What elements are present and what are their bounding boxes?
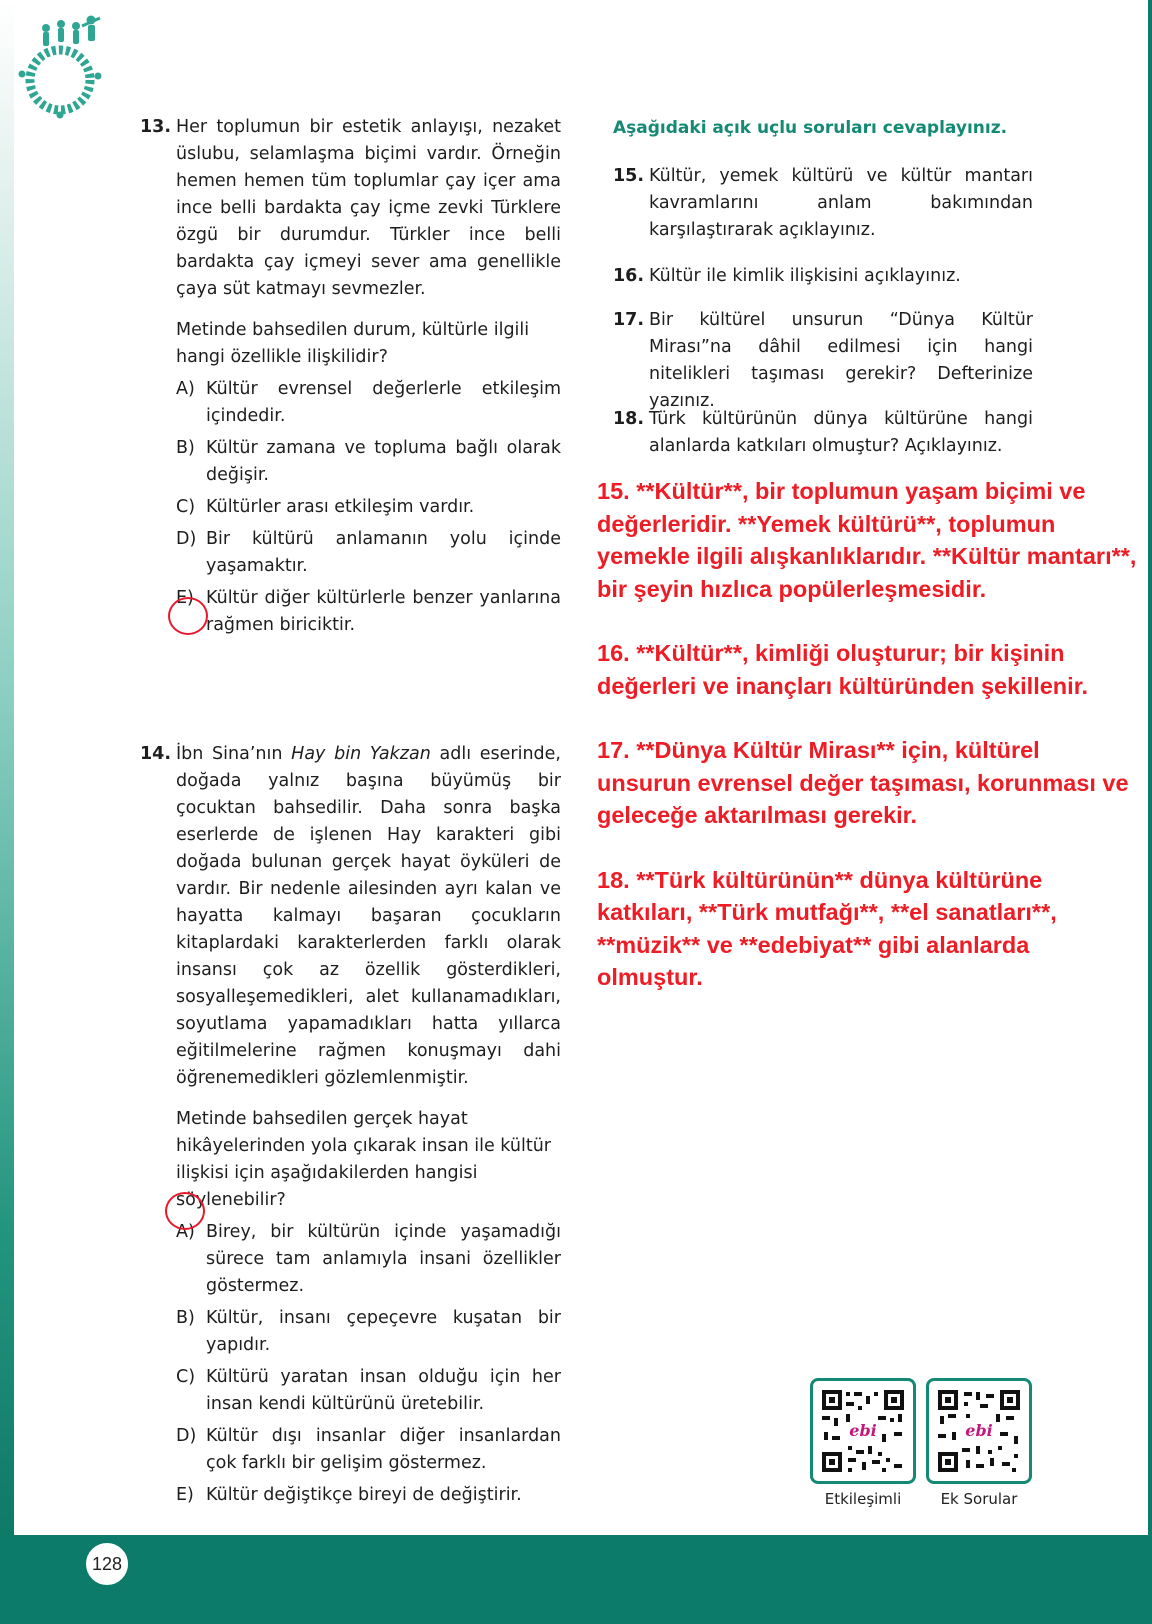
answer-18: 18. **Türk kültürünün** dünya kültürüne katkıları, **Türk mutfağı**, **el sanatları**, **müzik** ve **edebiyat** gibi alanlarda olmuştur. — [597, 866, 1057, 990]
answer-circle-mark — [165, 1192, 205, 1230]
option-e[interactable]: E) Kültür değiştikçe bireyi de değiştirir. — [176, 1485, 522, 1505]
option-b[interactable]: B) Kültür, insanı çepeçevre kuşatan bir yapıdır. — [176, 1308, 561, 1355]
option-e[interactable]: E) Kültür diğer kültürlerle benzer yanlarına rağmen biriciktir. — [176, 588, 561, 635]
qr-label-extra-questions: Ek Sorular — [940, 1490, 1018, 1508]
people-circle-logo — [16, 14, 108, 122]
question-17: 17. Bir kültürel unsurun “Dünya Kültür Mirası”na dâhil edilmesi için hangi nitelikleri taşıması gerekir? Defterinize yazınız. — [613, 310, 1033, 411]
option-d[interactable]: D) Kültür dışı insanlar diğer insanlardan çok farklı bir gelişim göstermez. — [176, 1426, 561, 1473]
question-16: 16. Kültür ile kimlik ilişkisini açıklayınız. — [613, 266, 961, 286]
handwritten-answers — [597, 475, 1137, 1026]
footer-band — [0, 1535, 1152, 1624]
answer-15: 15. **Kültür**, bir toplumun yaşam biçimi ve değerleridir. **Yemek kültürü**, toplumun yemekle ilgili alışkanlıklarıdır. **Kültür mantarı**, bir şeyin hızlıca popülerleşmesidir. — [597, 478, 1137, 602]
page-number: 128 — [84, 1541, 130, 1587]
section-heading: Aşağıdaki açık uçlu soruları cevaplayınız. — [613, 118, 1008, 138]
question-number: 14. — [140, 744, 172, 764]
answer-16: 16. **Kültür**, kimliği oluşturur; bir kişinin değerleri ve inançları kültüründen şekillenir. — [597, 640, 1089, 699]
answer-17: 17. **Dünya Kültür Mirası** için, kültürel unsurun evrensel değer taşıması, korunması ve geleceğe aktarılması gerekir. — [597, 737, 1129, 828]
right-edge-strip — [1148, 0, 1152, 1535]
qr-code-interactive[interactable] — [810, 1378, 916, 1484]
qr-pattern-icon — [820, 1388, 906, 1474]
option-b[interactable]: B) Kültür zamana ve topluma bağlı olarak değişir. — [176, 438, 561, 485]
option-d[interactable]: D) Bir kültürü anlamanın yolu içinde yaşamaktır. — [176, 529, 561, 576]
qr-pattern-icon — [936, 1388, 1022, 1474]
book-title: Hay bin Yakzan — [291, 744, 431, 764]
option-a[interactable]: A) Kültür evrensel değerlerle etkileşim içindedir. — [176, 379, 561, 426]
option-c[interactable]: C) Kültürü yaratan insan olduğu için her insan kendi kültürünü üretebilir. — [176, 1367, 561, 1414]
option-a[interactable]: A) Birey, bir kültürün içinde yaşamadığı sürece tam anlamıyla insani özellikler göstermez. — [176, 1222, 561, 1296]
question-15: 15. Kültür, yemek kültürü ve kültür mantarı kavramlarını anlam bakımından karşılaştırarak açıklayınız. — [613, 166, 1033, 240]
answer-circle-mark — [168, 597, 208, 635]
question-number: 13. — [140, 117, 172, 137]
question-body: Her toplumun bir estetik anlayışı, nezaket üslubu, selamlaşma biçimi vardır. Örneğin hemen hemen tüm toplumlar çay içer ama ince belli bardakta çay içme zevki Türklere özgü bir durumdur. Türkler ince belli bardakta çay içmeyi sever ama genellikle çaya süt katmayı sevmezler. — [176, 117, 561, 299]
qr-label-interactive: Etkileşimli — [824, 1490, 902, 1508]
question-14 — [140, 741, 561, 1509]
question-18: 18. Türk kültürünün dünya kültürüne hangi alanlarda katkıları olmuştur? Açıklayınız. — [613, 409, 1033, 456]
question-stem: Metinde bahsedilen durum, kültürle ilgili hangi özellikle ilişkilidir? — [176, 320, 530, 367]
ebi-brand: ebi — [849, 1421, 877, 1440]
question-13 — [140, 114, 561, 639]
left-gradient-strip — [0, 0, 14, 1535]
question-body: İbn Sina’nın Hay bin Yakzan adlı eserinde, doğada yalnız başına büyümüş bir çocuktan bahsedilir. Daha sonra başka eserlerde de işlenen Hay karakteri gibi doğada bulunan gerçek hayat öyküleri de vardır. Bir nedenle ailesinden ayrı kalan ve hayatta kalmayı başaran çocukların kitaplardaki karakterlerden farklı olarak insansı çok az özellik gösterdikleri, sosyalleşemedikleri, alet kullanamadıkları, soyutlama yapamadıkları hatta yıllarca eğitilmelerine rağmen konuşmayı dahi öğrenemedikleri gözlemlenmiştir. — [176, 744, 561, 1088]
question-stem: Metinde bahsedilen gerçek hayat hikâyelerinden yola çıkarak insan ile kültür ilişkisi için aşağıdakilerden hangisi söylenebilir? — [176, 1109, 551, 1210]
qr-code-extra-questions[interactable] — [926, 1378, 1032, 1484]
option-c[interactable]: C) Kültürler arası etkileşim vardır. — [176, 497, 475, 517]
ebi-brand: ebi — [965, 1421, 993, 1440]
